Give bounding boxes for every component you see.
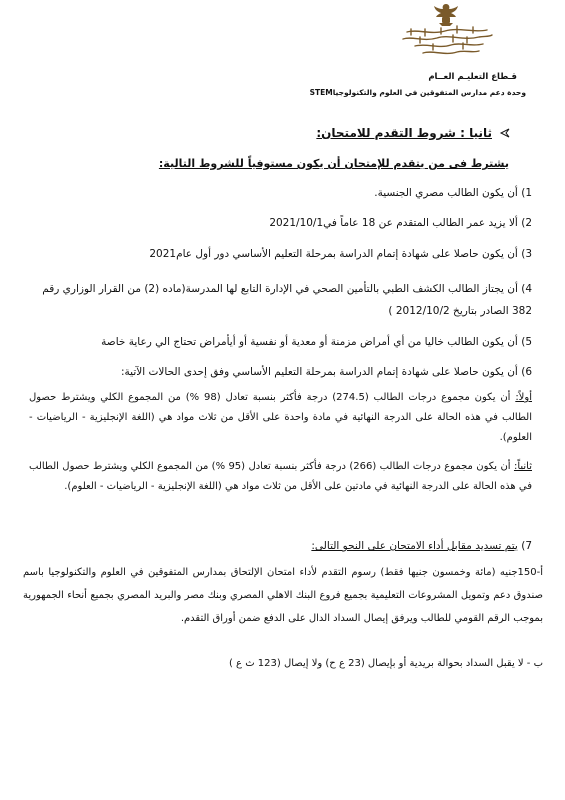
list-item (32, 185, 532, 202)
item-number: 1) (521, 187, 532, 199)
unit-name: وحدة دعم مدارس المتفوقين في العلوم والتكنولوجياSTEM (309, 88, 526, 97)
conditions-intro: يشترط فى من يتقدم للإمتحان أن يكون مستوفياً للشروط التالية: (158, 157, 509, 170)
case-first-text: أن يكون مجموع درجات الطالب (274.5) درجة فأكثر بنسبة تعادل (98 %) من المجموع الكلي ويشترط حصول الطالب في هذه الحالة على الدرجة النهائية في مادة واحدة على الأقل من ثلاث مواد هي (اللغة الإنجليزية - الرياضيات - العلوم). (29, 392, 532, 443)
item-number: 5) (521, 336, 532, 348)
payment-b-line: ب - لا يقبل السداد بحوالة بريدية أو بإيصال (23 ع ح) ولا إيصال (123 ث ع ) (228, 658, 543, 669)
item-number: 4) (521, 283, 532, 295)
item-text: أن يكون الطالب خاليا من أي أمراض مزمنة أو معدية أو نفسية أو أيأمراض تحتاج الي رعاية خاصة (101, 336, 518, 348)
list-item (32, 279, 532, 322)
item-text: أن يكون حاصلا على شهادة إتمام الدراسة بمرحلة التعليم الأساسي وفق إحدى الحالات الآتية: (121, 366, 518, 378)
payment-a-paragraph: أ-150جنيه (مائة وخمسون جنيها فقط) رسوم التقدم لأداء امتحان الإلتحاق بمدارس المتفوقين في العلوم والتكنولوجيا باسم صندوق دعم وتمويل المشروعات التعليمية بجميع فروع البنك الاهلي المصري وبنك مصر والبريد المصري بجميع أنحاء الجمهورية بموجب الرقم القومي للطالب ويرفق إيصال السداد الدال على الدفع ضمن أوراق التقدم. (23, 567, 543, 624)
section-title (316, 126, 510, 140)
item-text: ألا يزيد عمر الطالب المتقدم عن 18 عاماً في2021/10/1 (269, 217, 518, 229)
item-text: أن يكون حاصلا على شهادة إتمام الدراسة بمرحلة التعليم الأساسي دور أول عام2021 (149, 248, 518, 260)
item-text: يتم تسديد مقابل أداء الامتحان على النحو التالى: (311, 540, 518, 552)
case-first-lead: أولاً: (515, 392, 532, 403)
item-number: 6) (521, 366, 532, 378)
sector-name: قـطاع التعليـم العــام (428, 72, 517, 82)
eagle-emblem-icon (393, 2, 499, 58)
item-number: 3) (521, 248, 532, 260)
list-item (32, 538, 532, 555)
item-number: 7) (521, 540, 532, 552)
case-second-paragraph (29, 457, 532, 497)
section-title-text: ثانيا : شروط التقدم للامتحان: (316, 126, 492, 140)
case-first-paragraph (29, 388, 532, 448)
item-number: 2) (521, 217, 532, 229)
list-item (32, 334, 532, 351)
item-text: أن يكون الطالب مصري الجنسية. (374, 187, 518, 199)
case-second-text: أن يكون مجموع درجات الطالب (266) درجة فأكثر بنسبة تعادل (95 %) من المجموع الكلي ويشترط حصول الطالب في هذه الحالة على الدرجة النهائية في مادتين على الأقل من ثلاث مواد هي (اللغة الإنجليزية - الرياضيات - العلوم). (29, 461, 532, 492)
list-item (32, 364, 532, 381)
list-item (32, 215, 532, 232)
list-item (32, 246, 532, 263)
item-text: أن يجتاز الطالب الكشف الطبي بالتأمين الصحي في الإدارة التابع لها المدرسة(ماده (2) من القرار الوزاري رقم 382 الصادر بتاريخ 2012/10/2 ) (42, 283, 532, 317)
case-second-lead: ثانياً: (513, 461, 532, 472)
arrow-bullet-icon (498, 127, 510, 139)
